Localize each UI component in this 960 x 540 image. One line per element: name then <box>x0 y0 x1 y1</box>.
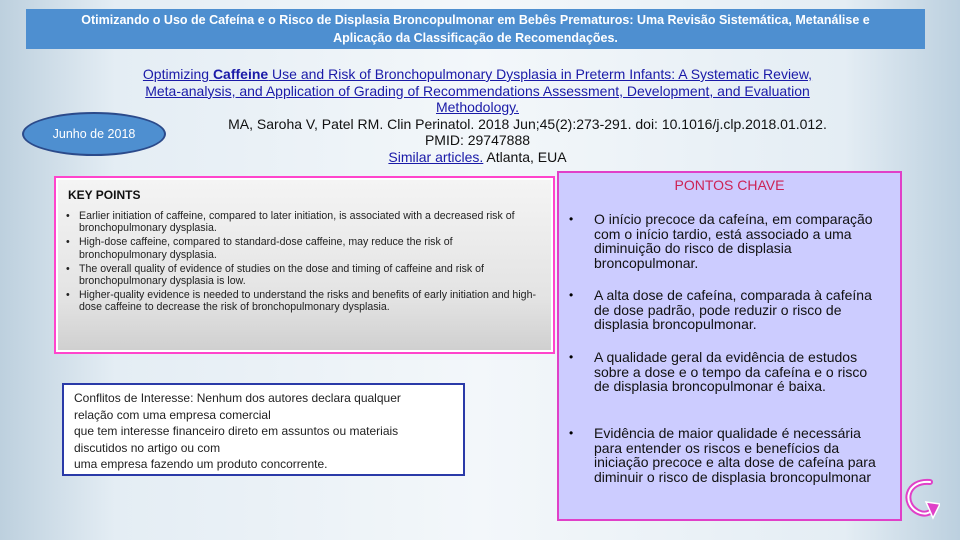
pontos-chave-text: Evidência de maior qualidade é necessária para entender os riscos e benefícios da iniciação precoce e alta dose de cafeína para diminuir o risco de displasia broncopulmonar <box>594 425 876 486</box>
conflicts-line: que tem interesse financeiro direto em assuntos ou materiais <box>74 424 399 438</box>
key-point-text: Higher-quality evidence is needed to understand the risks and benefits of early initiation and high-dose caffeine to decrease the risk of bronchopulmonary dysplasia. <box>79 289 536 314</box>
bullet: • <box>569 288 574 302</box>
key-point-item: • The overall quality of evidence of studies on the dose and timing of caffeine and risk of bronchopulmonary dysplasia is low. <box>66 262 484 288</box>
conflicts-of-interest-box <box>62 383 465 476</box>
article-citation <box>80 66 875 165</box>
bullet: • <box>569 426 574 440</box>
key-points-heading: KEY POINTS <box>68 188 141 202</box>
key-point-item: • Earlier initiation of caffeine, compared to later initiation, is associated with a decreased risk of bronchopulmonary dysplasia. <box>66 210 515 235</box>
pontos-chave-box <box>557 171 902 521</box>
return-arrow-icon[interactable] <box>900 478 940 528</box>
article-pmid: PMID: 29747888 <box>424 132 531 148</box>
conflicts-line: uma empresa fazendo um produto concorrente. <box>74 457 328 471</box>
key-points-image <box>54 176 555 354</box>
article-title-line2[interactable]: Meta-analysis, and Application of Grading of Recommendations Assessment, Development, and Evaluation <box>145 82 810 99</box>
bullet: • <box>569 212 574 226</box>
article-title-part1: Optimizing <box>142 66 213 82</box>
pontos-chave-text: O início precoce da cafeína, em comparação com o início tardio, está associado a uma diminuição do risco de displasia broncopulmonar. <box>594 211 873 272</box>
date-badge-label: Junho de 2018 <box>52 127 136 141</box>
slide-title-line2: Aplicação da Classificação de Recomendações. <box>333 31 618 45</box>
conflicts-line: discutidos no artigo ou com <box>74 440 221 455</box>
bullet: • <box>569 350 574 364</box>
key-point-item: • Higher-quality evidence is needed to understand the risks and benefits of early initiation and high-dose caffeine to decrease the risk of bronchopulmonary dysplasia. <box>66 289 536 314</box>
key-point-text: The overall quality of evidence of studies on the dose and timing of caffeine and risk of bronchopulmonary dysplasia is low. <box>79 262 484 288</box>
article-title-line3[interactable]: Methodology. <box>435 99 519 115</box>
key-point-item: • High-dose caffeine, compared to standard-dose caffeine, may reduce the risk of bronchopulmonary dysplasia. <box>66 236 453 261</box>
slide-title-line1: Otimizando o Uso de Cafeína e o Risco de Displasia Broncopulmonar em Bebês Prematuros: Uma Revisão Sistemática, Metanálise e <box>81 13 870 27</box>
conflicts-line: relação com uma empresa comercial <box>74 407 271 422</box>
article-title-part2: Use and Risk of Bronchopulmonary Dysplasia in Preterm Infants: A Systematic Review, <box>268 66 813 82</box>
article-source-line: MA, Saroha V, Patel RM. Clin Perinatol. 2018 Jun;45(2):273-291. doi: 10.1016/j.clp.2018.01.012. <box>228 115 827 132</box>
key-point-text: Earlier initiation of caffeine, compared to later initiation, is associated with a decreased risk of bronchopulmonary dysplasia. <box>79 210 515 235</box>
article-title-keyword: Caffeine <box>212 66 269 82</box>
slide-title-banner <box>26 9 925 49</box>
similar-articles-link[interactable]: Similar articles. <box>388 148 484 165</box>
conflicts-line: Conflitos de Interesse: Nenhum dos autores declara qualquer <box>74 391 401 405</box>
pontos-chave-heading: PONTOS CHAVE <box>674 177 785 193</box>
pontos-chave-text: A qualidade geral da evidência de estudos sobre a dose e o tempo da cafeína e o risco de displasia broncopulmonar é baixa. <box>594 349 868 395</box>
pontos-chave-text: A alta dose de cafeína, comparada à cafeína de dose padrão, pode reduzir o risco de displasia broncopulmonar. <box>594 287 872 333</box>
date-badge <box>22 112 166 156</box>
key-points-list <box>66 210 543 314</box>
article-location: Atlanta, EUA <box>483 148 567 165</box>
key-point-text: High-dose caffeine, compared to standard-dose caffeine, may reduce the risk of bronchopulmonary dysplasia. <box>79 236 453 261</box>
article-title-link[interactable] <box>143 66 812 82</box>
